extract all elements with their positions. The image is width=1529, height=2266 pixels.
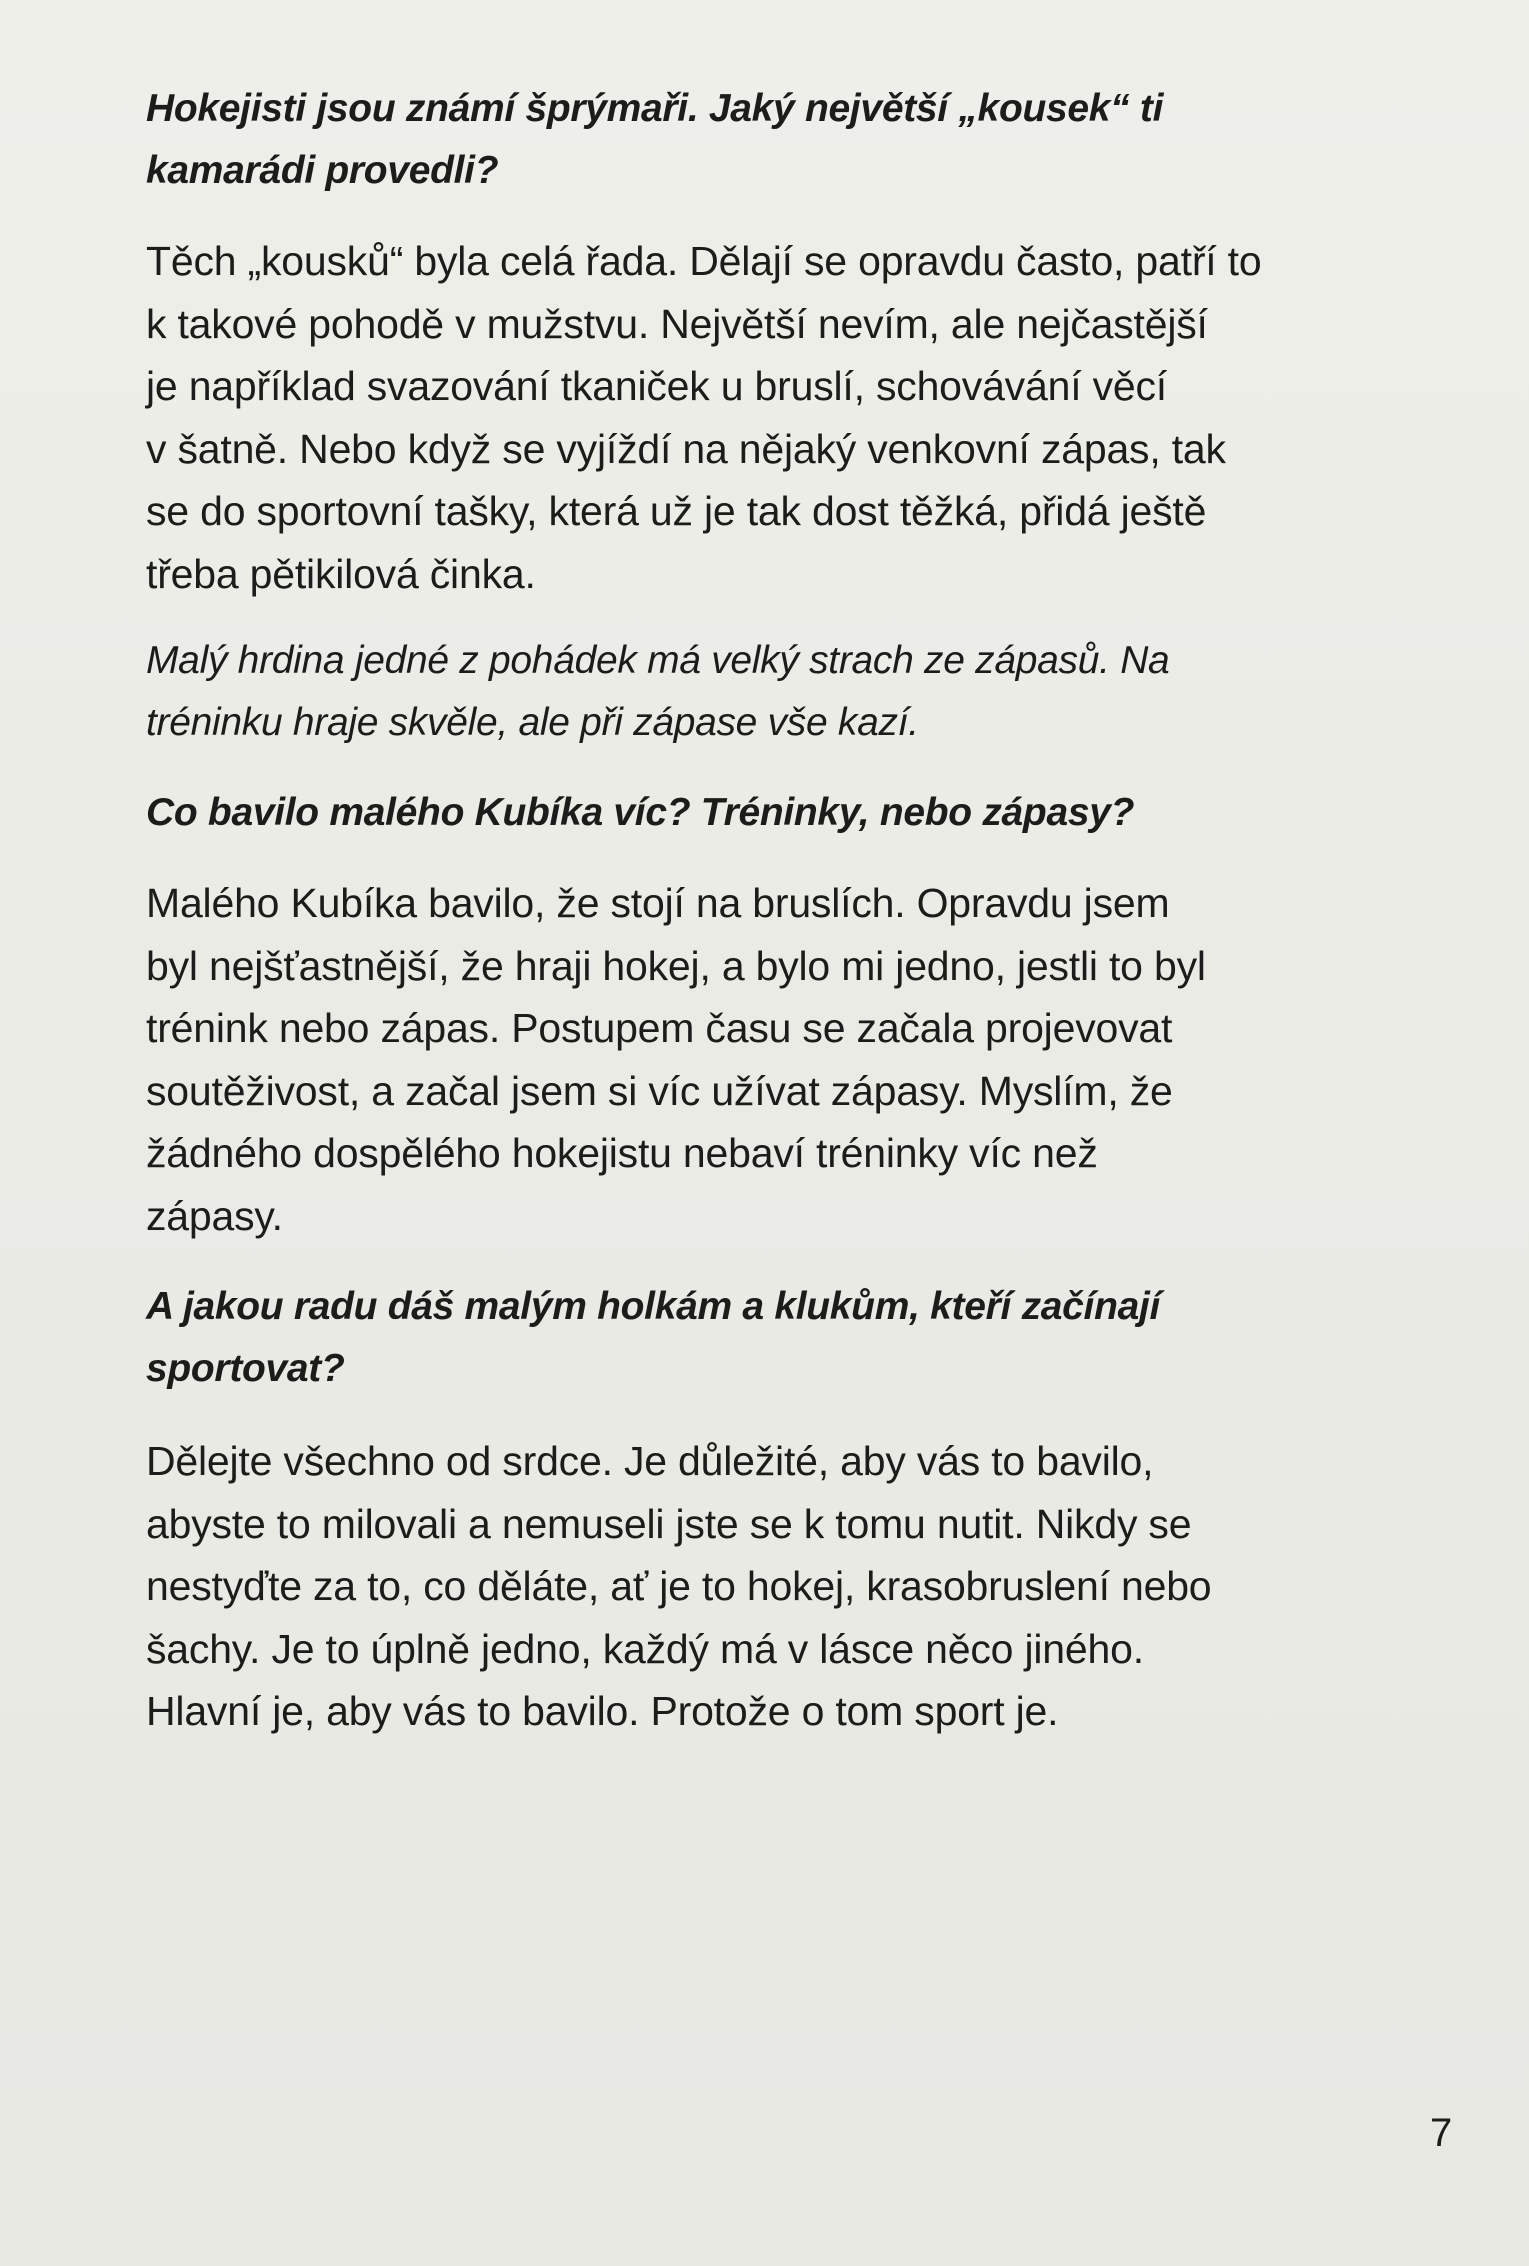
- answer-line: v šatně. Nebo když se vyjíždí na nějaký venkovní zápas, tak: [146, 425, 1226, 472]
- question-line: Co bavilo malého Kubíka víc? Tréninky, nebo zápasy?: [146, 791, 1135, 834]
- answer-advice: [146, 1430, 1466, 1743]
- question-pranks: [146, 78, 1466, 202]
- answer-line: Hlavní je, aby vás to bavilo. Protože o tom sport je.: [146, 1688, 1059, 1734]
- question-training-vs-matches: [146, 782, 1466, 844]
- answer-pranks: [146, 230, 1466, 605]
- page-number: 7: [1430, 2111, 1453, 2155]
- question-line: kamarádi provedli?: [146, 149, 499, 192]
- question-line: A jakou radu dáš malým holkám a klukům, kteří začínají: [146, 1285, 1161, 1328]
- answer-line: žádného dospělého hokejistu nebaví tréninky víc než: [146, 1130, 1098, 1176]
- answer-line: k takové pohodě v mužstvu. Největší nevím, ale nejčastější: [146, 300, 1208, 347]
- question-line: Hokejisti jsou známí šprýmaři. Jaký největší „kousek“ ti: [146, 87, 1164, 130]
- answer-line: byl nejšťastnější, že hraji hokej, a bylo mi jedno, jestli to byl: [146, 942, 1206, 989]
- intro-line: tréninku hraje skvěle, ale při zápase vše kazí.: [146, 701, 919, 744]
- question-advice: [146, 1276, 1466, 1400]
- answer-line: soutěživost, a začal jsem si víc užívat zápasy. Myslím, že: [146, 1067, 1173, 1114]
- story-intro: [146, 630, 1466, 754]
- answer-line: trénink nebo zápas. Postupem času se začala projevovat: [146, 1005, 1173, 1051]
- question-line: sportovat?: [146, 1347, 345, 1390]
- answer-line: šachy. Je to úplně jedno, každý má v lásce něco jiného.: [146, 1625, 1144, 1672]
- answer-line: zápasy.: [146, 1192, 283, 1239]
- answer-training-vs-matches: [146, 872, 1466, 1247]
- answer-line: nestyďte za to, co děláte, ať je to hokej, krasobruslení nebo: [146, 1563, 1212, 1609]
- answer-line: se do sportovní tašky, která už je tak dost těžká, přidá ještě: [146, 488, 1207, 534]
- answer-line: abyste to milovali a nemuseli jste se k tomu nutit. Nikdy se: [146, 1500, 1192, 1547]
- answer-line: třeba pětikilová činka.: [146, 550, 536, 597]
- answer-line: je například svazování tkaniček u bruslí, schovávání věcí: [146, 363, 1167, 409]
- answer-line: Dělejte všechno od srdce. Je důležité, aby vás to bavilo,: [146, 1438, 1154, 1484]
- answer-line: Těch „kousků“ byla celá řada. Dělají se opravdu často, patří to: [146, 238, 1262, 284]
- intro-line: Malý hrdina jedné z pohádek má velký strach ze zápasů. Na: [146, 639, 1170, 682]
- answer-line: Malého Kubíka bavilo, že stojí na bruslích. Opravdu jsem: [146, 880, 1170, 926]
